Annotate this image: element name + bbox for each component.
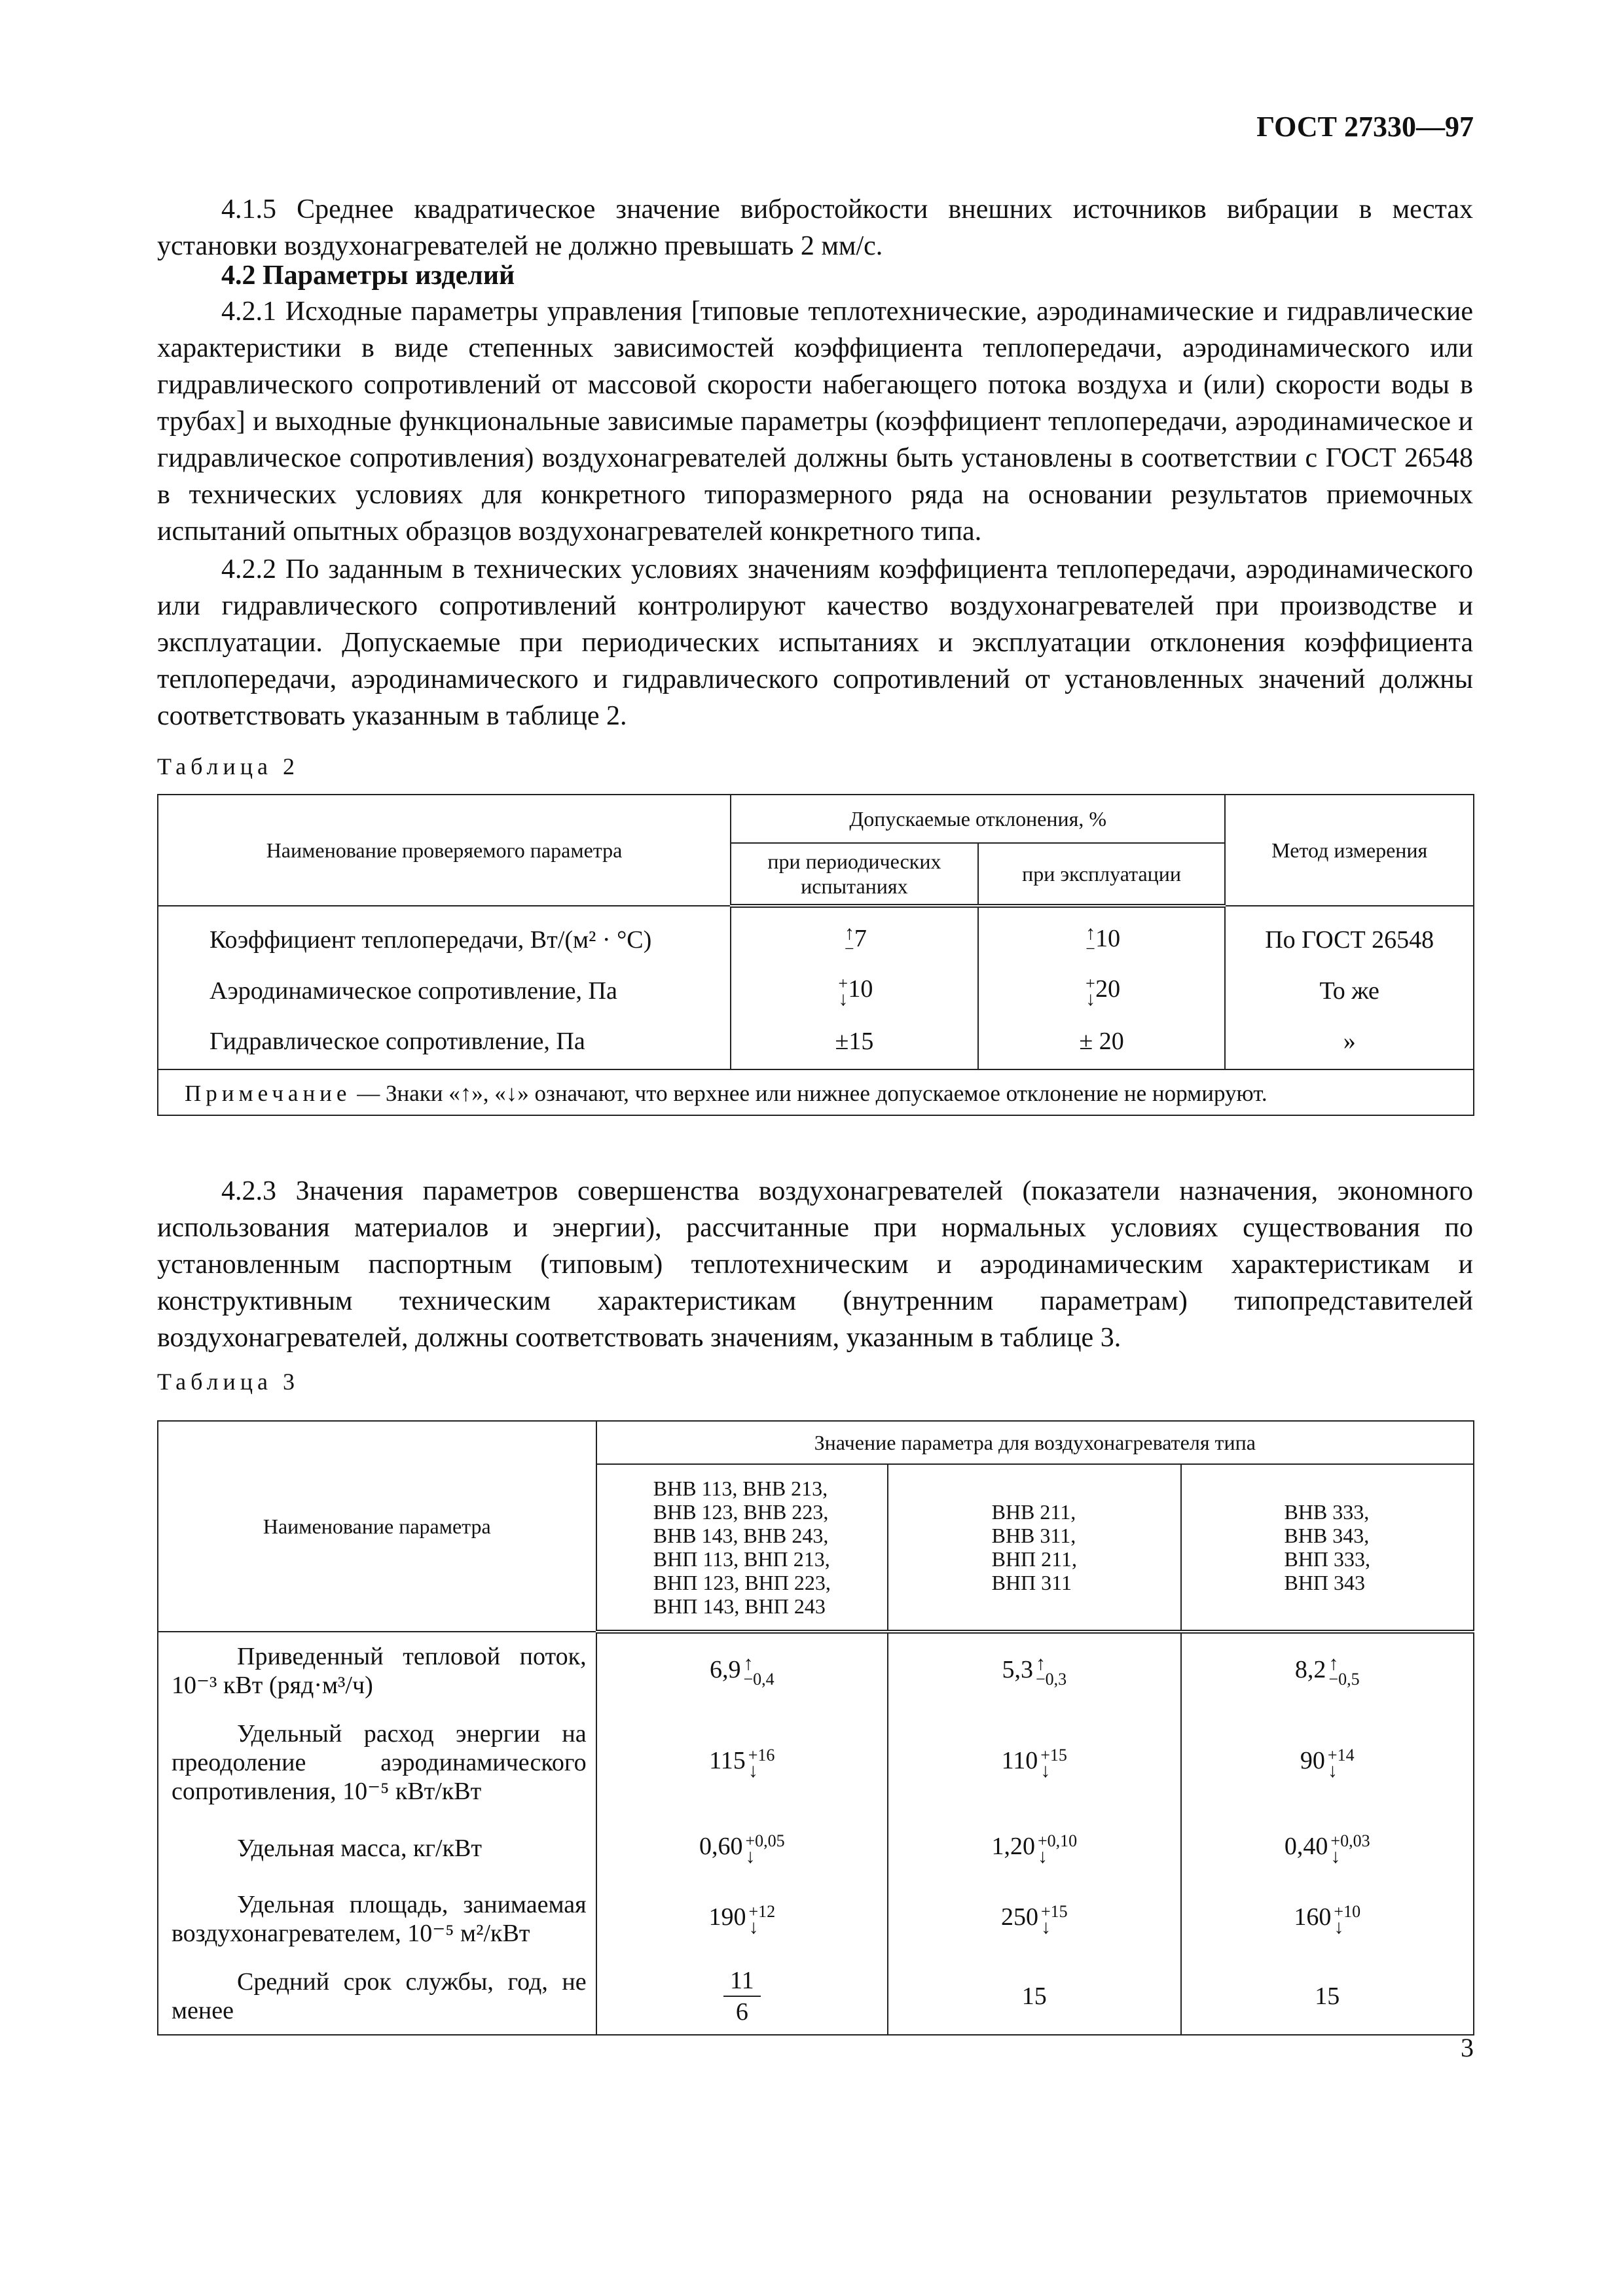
table-3-header-value: Значение параметра для воздухонагревателя типа: [596, 1421, 1474, 1464]
table-cell-param: Удельная площадь, занимаемая воздухонагревателем, 10⁻⁵ м²/кВт: [158, 1880, 596, 1958]
table-2-header-param: Наименование проверяемого параметра: [158, 795, 731, 906]
table-2-note: [158, 1069, 1474, 1115]
table-2-caption: Таблица 2: [157, 753, 299, 780]
note-text: — Знаки «↑», «↓» означают, что верхнее или нижнее допускаемое отклонение не нормируют.: [351, 1081, 1267, 1106]
paragraph-4-1-5: 4.1.5 Среднее квадратическое значение вибростойкости внешних источников вибрации в местах установки воздухонагревателей не должно превышать 2 мм/с.: [157, 194, 1473, 261]
table-3: [157, 1420, 1474, 2036]
tolerance-mark: ↑ −: [844, 922, 854, 958]
table-cell-param: Средний срок службы, год, не менее: [158, 1958, 596, 2035]
table-row: [158, 1816, 1474, 1880]
table-cell-value: 0,60 +0,05 ↓: [596, 1816, 888, 1880]
table-cell-operation: ↑ − 10: [978, 906, 1226, 960]
table-cell-periodic: ↑ − 7: [731, 906, 978, 960]
table-2-header-periodic: при периодических испытаниях: [731, 843, 978, 906]
table-3-caption: Таблица 3: [157, 1369, 299, 1395]
table-cell-value: 0,40 +0,03 ↓: [1181, 1816, 1474, 1880]
table-cell-method: То же: [1225, 960, 1474, 1022]
table-cell-param: Гидравлическое сопротивление, Па: [158, 1022, 731, 1069]
table-cell-value: 1,20 +0,10 ↓: [888, 1816, 1180, 1880]
table-cell-value: 115 +16 ↓: [596, 1709, 888, 1816]
document-header: ГОСТ 27330—97: [1256, 111, 1474, 143]
table-cell-operation: ± 20: [978, 1022, 1226, 1069]
table-3-header-param: Наименование параметра: [158, 1421, 596, 1632]
table-row: [158, 906, 1474, 960]
table-cell-param: Аэродинамическое сопротивление, Па: [158, 960, 731, 1022]
table-2-header-deviation: Допускаемые отклонения, %: [731, 795, 1225, 843]
tolerance-mark: + ↓: [838, 973, 848, 1010]
table-2-header-operation: при эксплуатации: [978, 843, 1226, 906]
table-cell-value: 110 +15 ↓: [888, 1709, 1180, 1816]
fraction: $\frac{11}{6}$: [723, 1965, 761, 2027]
table-cell-periodic: ±15: [731, 1022, 978, 1069]
table-cell-param: Коэффициент теплопередачи, Вт/(м² · °С): [158, 906, 731, 960]
table-cell-value: 90 +14 ↓: [1181, 1709, 1474, 1816]
tolerance-mark: + ↓: [1085, 973, 1096, 1010]
table-3-header-types-b: ВНВ 211, ВНВ 311, ВНП 211, ВНП 311: [888, 1464, 1180, 1632]
table-cell-value: 8,2 ↑ −0,5: [1181, 1632, 1474, 1709]
section-heading-4-2: 4.2 Параметры изделий: [221, 260, 515, 291]
page-number: 3: [1461, 2033, 1474, 2062]
table-cell-value: 5,3 ↑ −0,3: [888, 1632, 1180, 1709]
table-cell-value: 160 +10 ↓: [1181, 1880, 1474, 1958]
table-row: [158, 1022, 1474, 1069]
table-row: [158, 1958, 1474, 2035]
table-cell-value: [596, 1958, 888, 2035]
table-cell-value: 6,9 ↑ −0,4: [596, 1632, 888, 1709]
table-cell-method: По ГОСТ 26548: [1225, 906, 1474, 960]
paragraph-4-2-2: 4.2.2 По заданным в технических условиях значениям коэффициента теплопередачи, аэродинамического или гидравлического сопротивлений контролируют качество воздухонагревателей при производстве и эксплуатации. Допускаемые при периодических испытаниях и эксплуатации отклонения коэффициента теплопередачи, аэродинамического и гидравлического сопротивлений от установленных значений должны соответствовать указанным в таблице 2.: [157, 554, 1473, 731]
table-row: [158, 1632, 1474, 1709]
table-cell-periodic: + ↓ 10: [731, 960, 978, 1022]
table-cell-value: 15: [1181, 1958, 1474, 2035]
table-cell-method: »: [1225, 1022, 1474, 1069]
paragraph-4-2-3: 4.2.3 Значения параметров совершенства воздухонагревателей (показатели назначения, экономного использования материалов и энергии), рассчитанные при нормальных условиях существования по установленным паспортным (типовым) теплотехническим и аэродинамическим характеристикам и конструктивным техническим характеристикам (внутренним параметрам) типопредставителей воздухонагревателей, должны соответствовать значениям, указанным в таблице 3.: [157, 1176, 1473, 1353]
table-row: [158, 960, 1474, 1022]
table-cell-value: 190 +12 ↓: [596, 1880, 888, 1958]
table-3-header-types-c: ВНВ 333, ВНВ 343, ВНП 333, ВНП 343: [1181, 1464, 1474, 1632]
table-cell-param: Приведенный тепловой поток, 10⁻³ кВт (ряд·м³/ч): [158, 1632, 596, 1709]
table-cell-operation: + ↓ 20: [978, 960, 1226, 1022]
table-row: [158, 1880, 1474, 1958]
table-row: [158, 1709, 1474, 1816]
table-2-header-method: Метод измерения: [1225, 795, 1474, 906]
table-cell-param: Удельная масса, кг/кВт: [158, 1816, 596, 1880]
table-cell-value: 250 +15 ↓: [888, 1880, 1180, 1958]
table-cell-value: 15: [888, 1958, 1180, 2035]
tolerance-mark: ↑ −: [1085, 922, 1096, 958]
table-3-header-types-a: ВНВ 113, ВНВ 213, ВНВ 123, ВНВ 223, ВНВ 143, ВНВ 243, ВНП 113, ВНП 213, ВНП 123, ВНП 223, ВНП 143, ВНП 243: [596, 1464, 888, 1632]
paragraph-4-2-1: 4.2.1 Исходные параметры управления [типовые теплотехнические, аэродинамические и гидравлические характеристики в виде степенных зависимостей коэффициента теплопередачи, аэродинамического или гидравлического сопротивлений от массовой скорости набегающего потока воздуха и (или) скорости воды в трубах] и выходные функциональные зависимые параметры (коэффициент теплопередачи, аэродинамическое и гидравлическое сопротивления) воздухонагревателей должны быть установлены в соответствии с ГОСТ 26548 в технических условиях для конкретного типоразмерного ряда на основании результатов приемочных испытаний опытных образцов воздухонагревателей конкретного типа.: [157, 296, 1473, 547]
note-label: Примечание: [185, 1081, 352, 1106]
table-cell-param: Удельный расход энергии на преодоление аэродинамического сопротивления, 10⁻⁵ кВт/кВт: [158, 1709, 596, 1816]
table-2: [157, 794, 1474, 1116]
